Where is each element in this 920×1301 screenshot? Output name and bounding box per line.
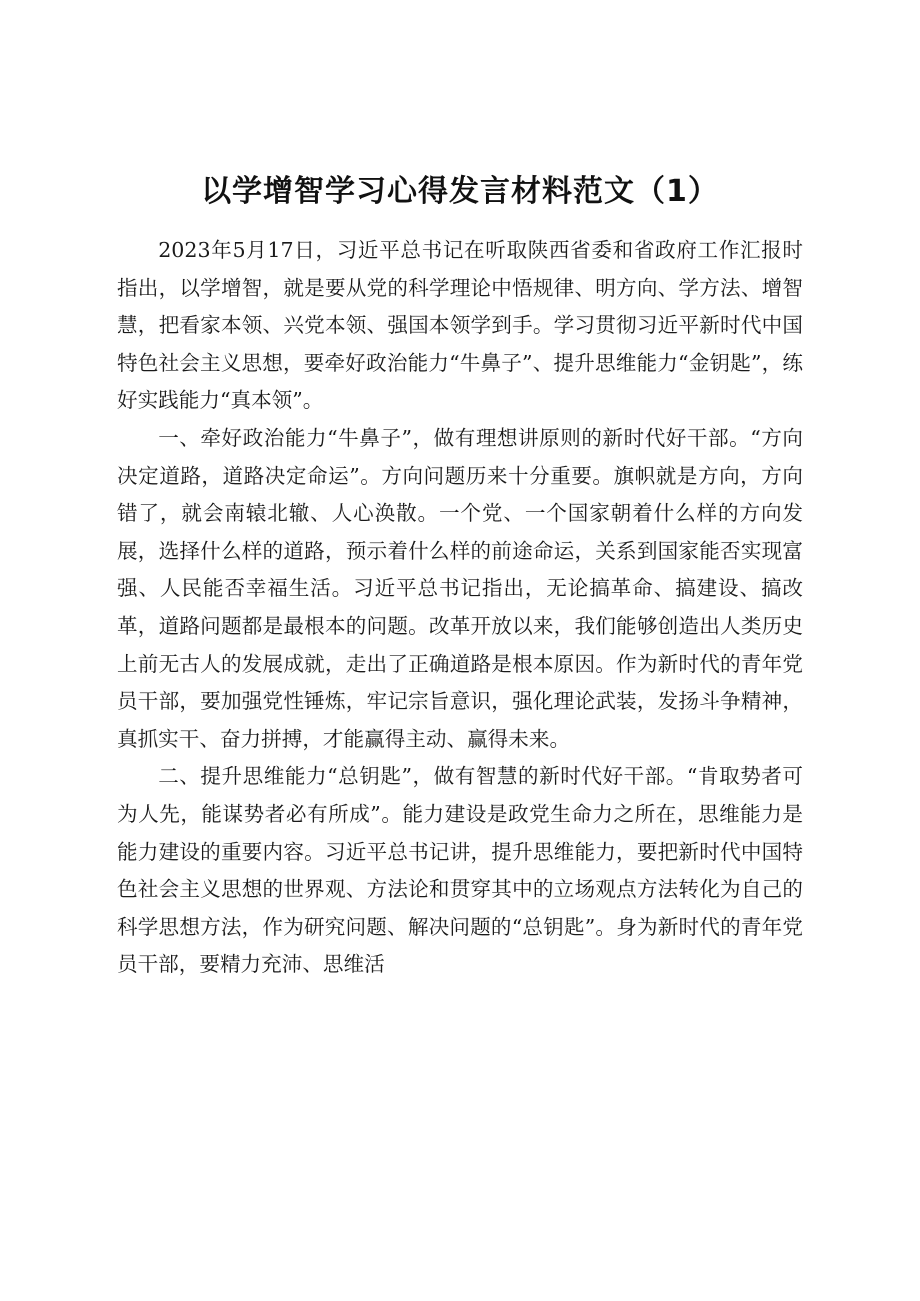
document-body: [117, 232, 803, 984]
paragraph-section-one: 一、牵好政治能力“牛鼻子”，做有理想讲原则的新时代好干部。“方向决定道路，道路决定命运”。方向问题历来十分重要。旗帜就是方向，方向错了，就会南辕北辙、人心涣散。一个党、一个国家朝着什么样的方向发展，选择什么样的道路，预示着什么样的前途命运，关系到国家能否实现富强、人民能否幸福生活。习近平总书记指出，无论搞革命、搞建设、搞改革，道路问题都是最根本的问题。改革开放以来，我们能够创造出人类历史上前无古人的发展成就，走出了正确道路是根本原因。作为新时代的青年党员干部，要加强党性锤炼，牢记宗旨意识，强化理论武装，发扬斗争精神，真抓实干、奋力拼搏，才能赢得主动、赢得未来。: [117, 425, 803, 751]
paragraph-section-two: 二、提升思维能力“总钥匙”，做有智慧的新时代好干部。“肯取势者可为人先，能谋势者必有所成”。能力建设是政党生命力之所在，思维能力是能力建设的重要内容。习近平总书记讲，提升思维能力，要把新时代中国特色社会主义思想的世界观、方法论和贯穿其中的立场观点方法转化为自己的科学思想方法，作为研究问题、解决问题的“总钥匙”。身为新时代的青年党员干部，要精力充沛、思维活: [117, 764, 803, 977]
document-title: 以学增智学习心得发言材料范文（1）: [201, 174, 719, 209]
paragraph-intro: 2023年5月17日，习近平总书记在听取陕西省委和省政府工作汇报时指出，以学增智，就是要从党的科学理论中悟规律、明方向、学方法、增智慧，把看家本领、兴党本领、强国本领学到手。学习贯彻习近平新时代中国特色社会主义思想，要牵好政治能力“牛鼻子”、提升思维能力“金钥匙”，练好实践能力“真本领”。: [117, 238, 803, 413]
